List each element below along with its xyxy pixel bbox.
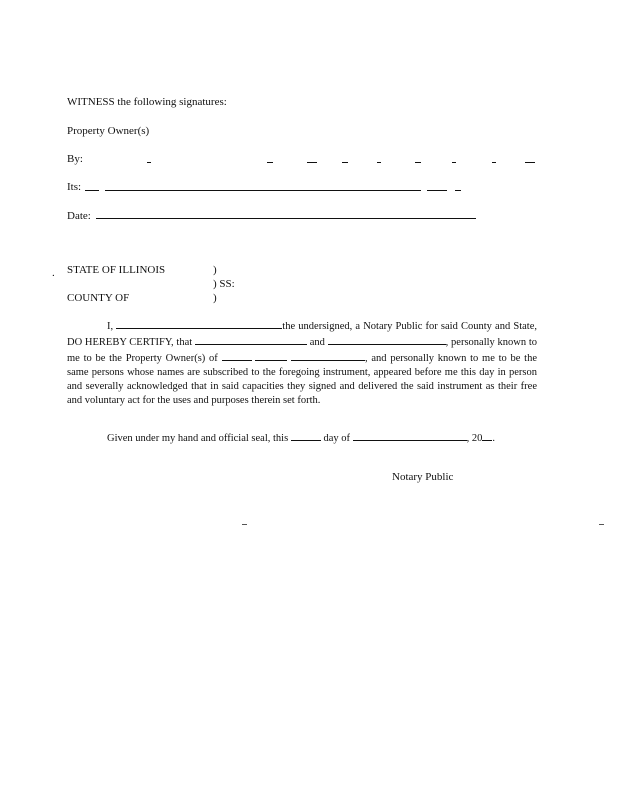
by-line — [67, 152, 83, 166]
day-blank — [291, 430, 321, 441]
stray-dash-1 — [242, 524, 247, 525]
ss-label: ) SS: — [213, 278, 235, 290]
certify-text-2: personally known to me to be the Property Owner(s) of — [67, 337, 538, 364]
certify-and-2: and — [371, 353, 387, 364]
date-blank — [96, 208, 476, 219]
by-label: By: — [67, 153, 83, 165]
by-signature-blank — [147, 152, 537, 164]
certify-text-3: personally known to me to be the same persons whose names are subscribed to the foregoing instrument, appeared before me this day in person and severally acknowledged that in said capacities they signed and delivered the said instrument as their free and voluntary act for the uses and purposes therein set forth. — [67, 353, 538, 406]
date-line — [67, 208, 476, 223]
stray-dash-2 — [599, 524, 604, 525]
date-label: Date: — [67, 210, 91, 222]
county-label: COUNTY OF — [67, 292, 130, 304]
property-blank-3 — [291, 350, 365, 361]
stray-mark: . — [52, 267, 55, 279]
certify-text-1: the undersigned, a Notary Public for said County and State, DO HEREBY CERTIFY, that — [67, 321, 538, 348]
its-line — [67, 180, 81, 194]
notary-public-label: Notary Public — [392, 471, 454, 483]
its-label: Its: — [67, 181, 82, 193]
month-blank — [353, 430, 467, 441]
paren-3: ) — [213, 292, 217, 304]
its-title-blank — [85, 180, 480, 192]
witness-heading: WITNESS the following signatures: — [67, 96, 227, 108]
certify-i: I, — [107, 321, 114, 332]
owner-name-blank-1 — [195, 334, 307, 345]
certify-and-1: and — [309, 337, 325, 348]
given-line: Given under my hand and official seal, this day of , 20 . — [107, 430, 495, 446]
property-owner-heading: Property Owner(s) — [67, 125, 150, 137]
paren-1: ) — [213, 264, 217, 276]
property-blank-2 — [255, 350, 287, 361]
given-year: 20 — [471, 433, 483, 444]
owner-name-blank-2 — [328, 334, 446, 345]
state-label: STATE OF ILLINOIS — [67, 264, 166, 276]
notary-name-blank — [116, 318, 282, 329]
given-end: . — [492, 433, 495, 444]
year-blank — [482, 430, 492, 441]
given-text: Given under my hand and official seal, this — [107, 433, 289, 444]
given-day-of: day of — [323, 433, 350, 444]
property-blank-1 — [222, 350, 252, 361]
certification-paragraph: I, the undersigned, a Notary Public for said County and State, DO HEREBY CERTIFY, that and , personally known to me to be the Property Owner(s) of , and personally known to me to be the same persons whose names are subscribed to the foregoing instrument, appeared before me this day in person and severally acknowledged that in said capacities they signed and delivered the said instrument as their free and voluntary act for the uses and purposes therein set forth. — [67, 318, 537, 408]
